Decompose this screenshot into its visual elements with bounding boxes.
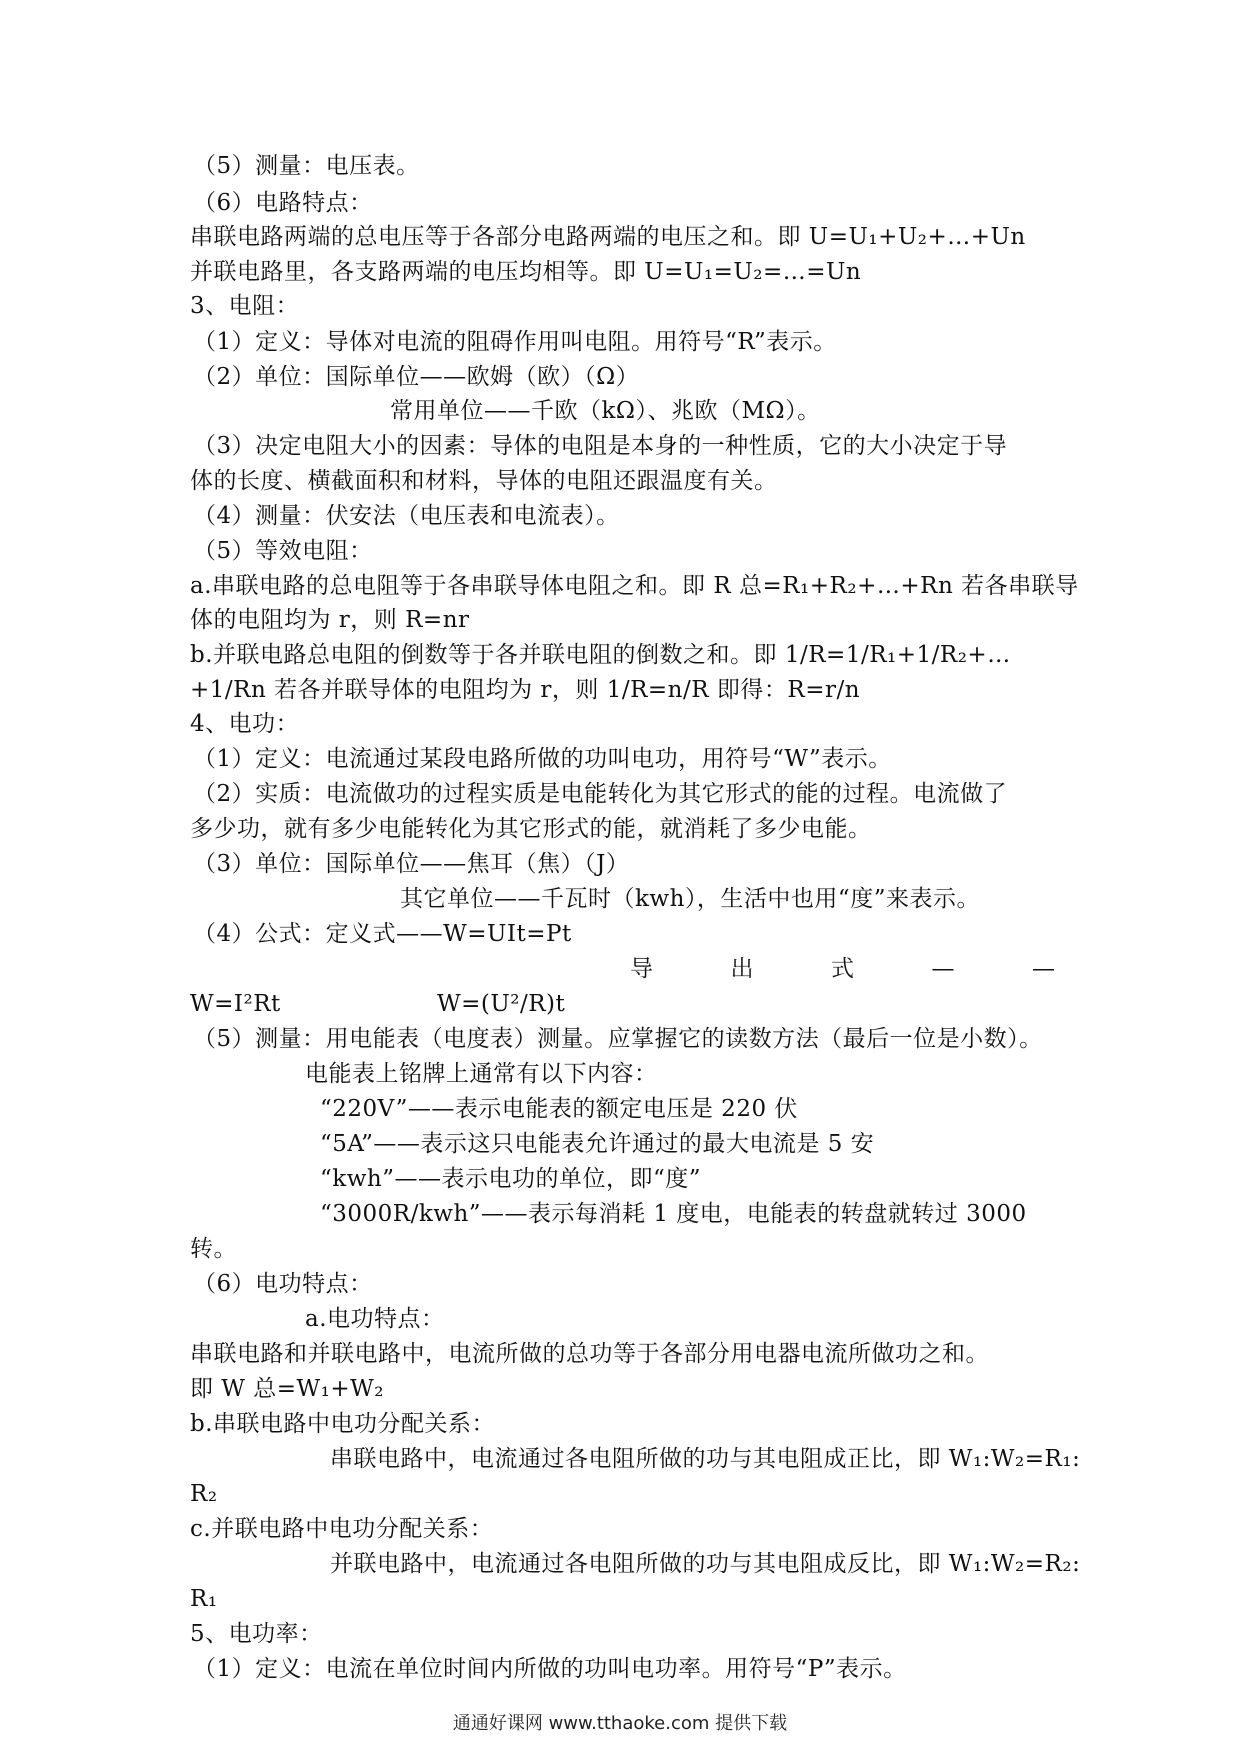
text-line: （1）定义：电流在单位时间内所做的功叫电功率。用符号“P”表示。 <box>193 1656 907 1682</box>
text-line: （5）等效电阻： <box>193 538 373 564</box>
text-line: （6）电路特点： <box>193 190 373 216</box>
text-line: （4）测量：伏安法（电压表和电流表）。 <box>193 503 620 529</box>
text-line: 即 W 总=W₁+W₂ <box>190 1376 385 1402</box>
text-line: （3）单位：国际单位——焦耳（焦）（J） <box>193 851 630 877</box>
text-line: 电能表上铭牌上通常有以下内容： <box>305 1061 658 1087</box>
text-line: R₂ <box>190 1481 218 1507</box>
section-heading: 3、电阻： <box>190 293 300 319</box>
text-line: b.并联电路总电阻的倒数等于各并联电阻的倒数之和。即 1/R=1/R₁+1/R₂+… <box>190 642 1011 668</box>
text-line: 串联电路中，电流通过各电阻所做的功与其电阻成正比，即 W₁:W₂=R₁: <box>330 1446 1081 1472</box>
text-line: 串联电路和并联电路中，电流所做的总功等于各部分用电器电流所做功之和。 <box>190 1341 989 1367</box>
text-line: b.串联电路中电功分配关系： <box>190 1411 496 1437</box>
text-line: 体的电阻均为 r，则 R=nr <box>190 607 470 633</box>
text-line: a.电功特点： <box>305 1306 445 1332</box>
formula-char: 式 <box>831 956 854 982</box>
text-line: （1）定义：导体对电流的阻碍作用叫电阻。用符号“R”表示。 <box>193 329 837 355</box>
text-line: （4）公式：定义式——W=UIt=Pt <box>193 921 572 947</box>
text-line: （5）测量：用电能表（电度表）测量。应掌握它的读数方法（最后一位是小数）。 <box>193 1026 1043 1052</box>
text-line: a.串联电路的总电阻等于各串联导体电阻之和。即 R 总=R₁+R₂+…+Rn 若各串联导 <box>190 573 1079 599</box>
text-line: 转。 <box>190 1236 237 1262</box>
text-line: R₁ <box>190 1586 218 1612</box>
text-line: “220V”——表示电能表的额定电压是 220 伏 <box>320 1096 798 1122</box>
text-line: 多少功，就有多少电能转化为其它形式的能，就消耗了多少电能。 <box>190 816 872 842</box>
text-line: 并联电路里，各支路两端的电压均相等。即 U=U₁=U₂=…=Un <box>190 259 862 285</box>
formula-line: W=I²Rt W=(U²/R)t <box>190 991 566 1017</box>
section-heading: 4、电功： <box>190 711 300 737</box>
section-heading: 5、电功率： <box>190 1621 323 1647</box>
page-footer: 通通好课网 www.tthaoke.com 提供下载 <box>452 1713 788 1734</box>
text-line: 并联电路中，电流通过各电阻所做的功与其电阻成反比，即 W₁:W₂=R₂: <box>330 1551 1081 1577</box>
text-line: “kwh”——表示电功的单位，即“度” <box>320 1166 701 1192</box>
text-line: “5A”——表示这只电能表允许通过的最大电流是 5 安 <box>320 1131 875 1157</box>
formula-char: 出 <box>730 956 754 982</box>
text-line: （3）决定电阻大小的因素：导体的电阻是本身的一种性质，它的大小决定于导 <box>193 433 1008 459</box>
text-line: c.并联电路中电功分配关系： <box>190 1516 494 1542</box>
text-line: 其它单位——千瓦时（kwh），生活中也用“度”来表示。 <box>400 886 980 912</box>
formula-char: — <box>931 956 955 982</box>
text-line: “3000R/kwh”——表示每消耗 1 度电，电能表的转盘就转过 3000 <box>320 1201 1027 1227</box>
formula-char: — <box>1032 956 1055 982</box>
text-line: +1/Rn 若各并联导体的电阻均为 r，则 1/R=n/R 即得：R=r/n <box>190 677 861 703</box>
text-line: 串联电路两端的总电压等于各部分电路两端的电压之和。即 U=U₁+U₂+…+Un <box>190 224 1026 250</box>
text-line: 常用单位——千欧（kΩ）、兆欧（MΩ）。 <box>390 398 821 424</box>
text-line: （2）实质：电流做功的过程实质是电能转化为其它形式的能的过程。电流做了 <box>193 781 1008 807</box>
text-line: （1）定义：电流通过某段电路所做的功叫电功，用符号“W”表示。 <box>193 746 892 772</box>
formula-char: 导 <box>630 956 653 982</box>
text-line: （6）电功特点： <box>193 1271 373 1297</box>
text-line: 体的长度、横截面积和材料，导体的电阻还跟温度有关。 <box>190 468 778 494</box>
text-line: （2）单位：国际单位——欧姆（欧）（Ω） <box>193 364 640 390</box>
text-line: （5）测量：电压表。 <box>193 153 420 179</box>
derived-formula-label <box>190 954 1055 984</box>
